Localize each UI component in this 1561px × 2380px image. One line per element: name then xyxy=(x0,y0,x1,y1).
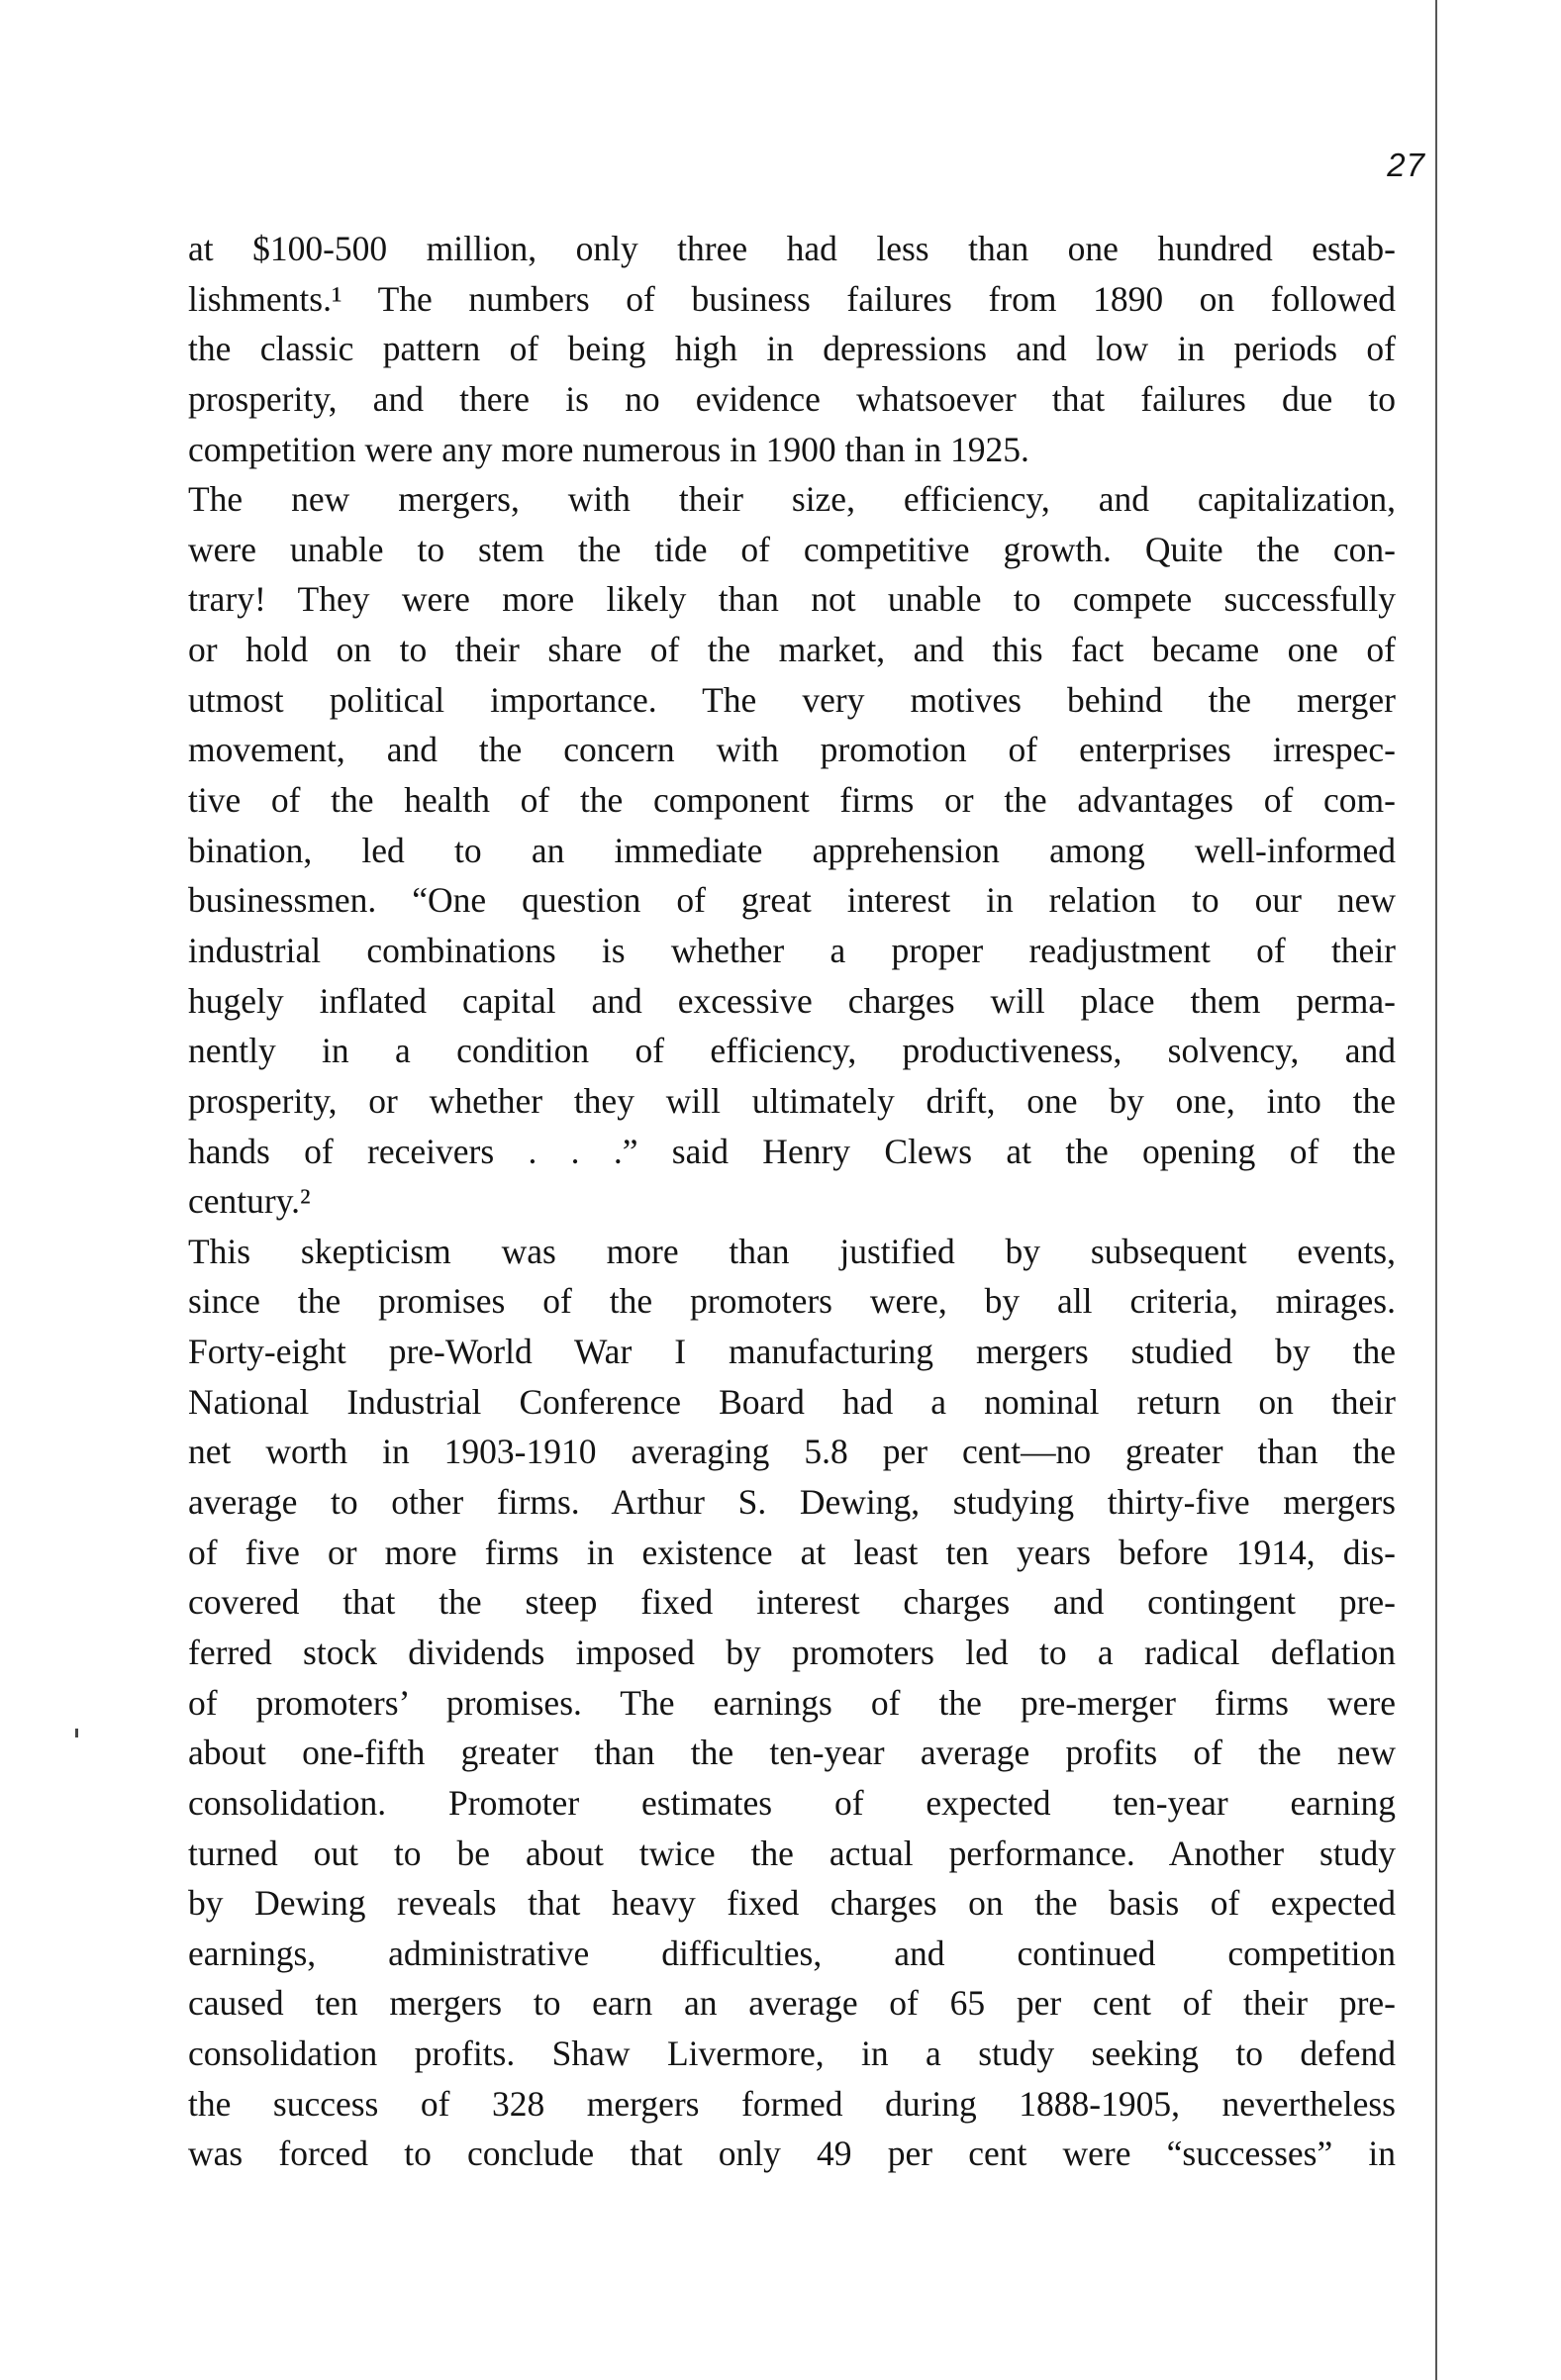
text-line: businessmen. “One question of great interest in relation to our new xyxy=(188,880,1396,921)
page-number: 27 xyxy=(1387,147,1425,183)
text-line: movement, and the concern with promotion of enterprises irrespec- xyxy=(188,730,1396,770)
text-line: National Industrial Conference Board had a nominal return on their xyxy=(188,1381,1396,1422)
text-line: or hold on to their share of the market, and this fact became one of xyxy=(188,630,1396,670)
text-line: nently in a condition of efficiency, productiveness, solvency, and xyxy=(188,1031,1396,1071)
text-line: at $100-500 million, only three had less than one hundred estab- xyxy=(188,229,1396,268)
text-line: prosperity, or whether they will ultimately drift, one by one, into the xyxy=(188,1080,1396,1121)
text-line: about one-fifth greater than the ten-year average profits of the new xyxy=(188,1733,1396,1773)
text-line: tive of the health of the component firms or the advantages of com- xyxy=(188,780,1396,821)
text-line: consolidation profits. Shaw Livermore, in a study seeking to defend xyxy=(188,2033,1396,2074)
text-line: This skepticism was more than justified by subsequent events, xyxy=(188,1231,1396,1271)
text-line: hugely inflated capital and excessive charges will place them perma- xyxy=(188,980,1396,1021)
text-line: Forty-eight pre-World War I manufacturing mergers studied by the xyxy=(188,1332,1396,1372)
text-line: earnings, administrative difficulties, and continued competition xyxy=(188,1933,1396,1973)
text-line: caused ten mergers to earn an average of 65 per cent of their pre- xyxy=(188,1983,1396,2024)
text-line: turned out to be about twice the actual performance. Another study xyxy=(188,1833,1396,1873)
text-line: were unable to stem the tide of competitive growth. Quite the con- xyxy=(188,529,1396,569)
text-line: utmost political importance. The very motives behind the merger xyxy=(188,679,1396,720)
text-line: the classic pattern of being high in depressions and low in periods of xyxy=(188,329,1396,369)
text-line: bination, led to an immediate apprehension among well-informed xyxy=(188,830,1396,870)
text-line: average to other firms. Arthur S. Dewing, studying thirty-five mergers xyxy=(188,1482,1396,1523)
text-line: covered that the steep fixed interest charges and contingent pre- xyxy=(188,1582,1396,1623)
text-line: consolidation. Promoter estimates of expected ten-year earning xyxy=(188,1782,1396,1823)
scan-mark xyxy=(75,1729,78,1737)
text-line: since the promises of the promoters were, by all criteria, mirages. xyxy=(188,1281,1396,1322)
text-line: of promoters’ promises. The earnings of the pre-merger firms were xyxy=(188,1682,1396,1723)
text-line: trary! They were more likely than not unable to compete successfully xyxy=(188,579,1396,620)
text-line: net worth in 1903-1910 averaging 5.8 per cent—no greater than the xyxy=(188,1432,1396,1472)
text-line: ferred stock dividends imposed by promoters led to a radical deflation xyxy=(188,1632,1396,1672)
body-text xyxy=(188,224,1396,2179)
text-line: industrial combinations is whether a proper readjustment of their xyxy=(188,930,1396,970)
text-line: competition were any more numerous in 1900 than in 1925. xyxy=(188,429,1029,469)
text-line: of five or more firms in existence at least ten years before 1914, dis- xyxy=(188,1532,1396,1572)
text-line: by Dewing reveals that heavy fixed charges on the basis of expected xyxy=(188,1883,1396,1924)
text-line: century.² xyxy=(188,1181,311,1222)
text-line: the success of 328 mergers formed during 1888-1905, nevertheless xyxy=(188,2083,1396,2124)
text-line: The new mergers, with their size, efficiency, and capitalization, xyxy=(188,479,1396,520)
text-line: was forced to conclude that only 49 per cent were “successes” in xyxy=(188,2133,1396,2174)
scan-page-edge xyxy=(1435,0,1437,2380)
text-line: lishments.¹ The numbers of business failures from 1890 on followed xyxy=(188,278,1396,319)
text-line: hands of receivers . . .” said Henry Clews at the opening of the xyxy=(188,1131,1396,1171)
text-line: prosperity, and there is no evidence whatsoever that failures due to xyxy=(188,378,1396,419)
